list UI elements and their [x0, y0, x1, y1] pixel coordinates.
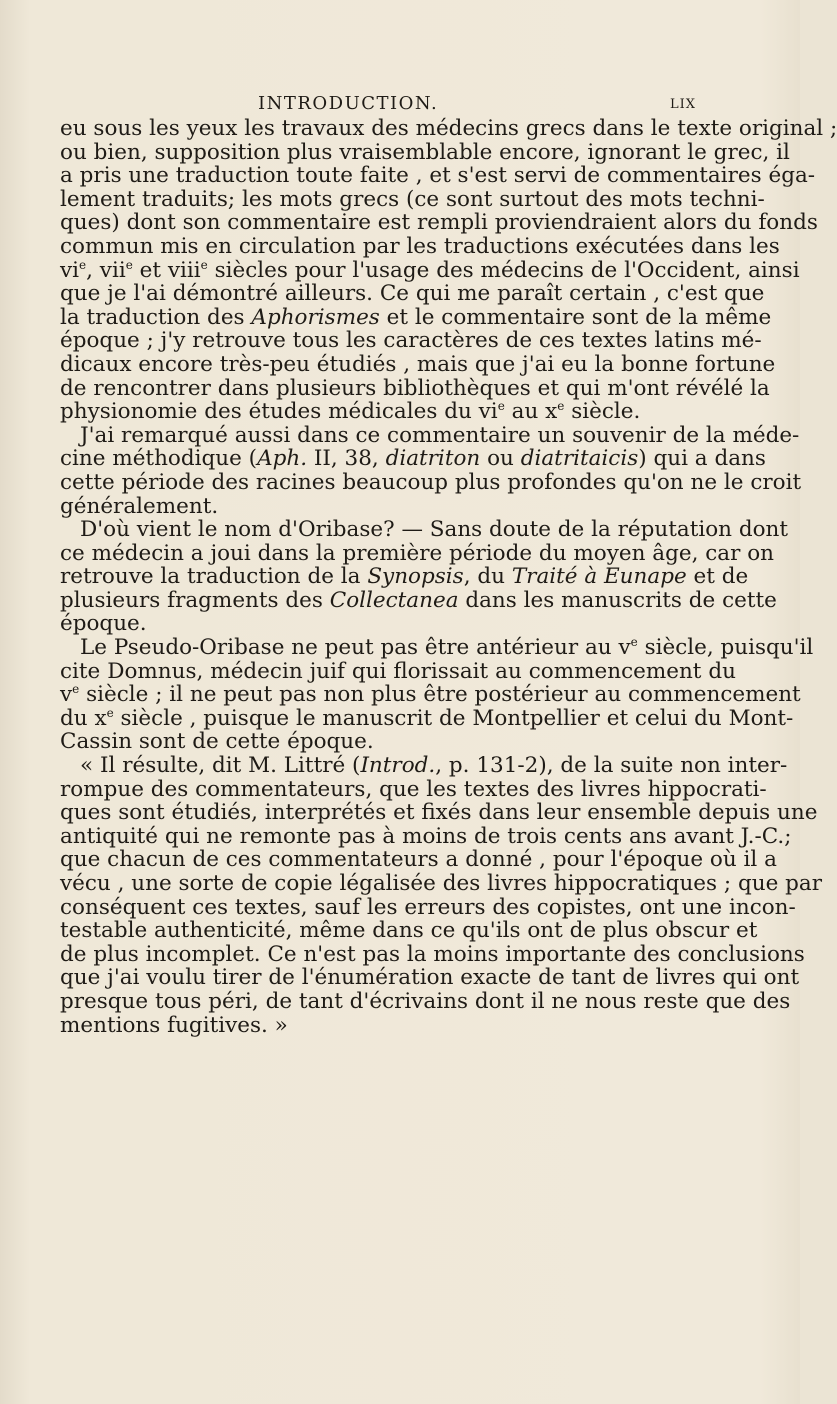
running-head [258, 93, 758, 115]
text-line: J'ai remarqué aussi dans ce commentaire un souvenir de la méde- [80, 422, 800, 448]
text-line: « Il résulte, dit M. Littré (Introd., p. 131-2), de la suite non inter- [80, 753, 788, 779]
text-line: cine méthodique (Aph. II, 38, diatriton ou diatritaicis) qui a dans [60, 446, 766, 472]
text-line: antiquité qui ne remonte pas à moins de trois cents ans avant J.-C.; [60, 823, 792, 849]
text-line: ou bien, supposition plus vraisemblable encore, ignorant le grec, il [60, 139, 790, 165]
text-line: généralement. [60, 493, 219, 519]
text-line: mentions fugitives. » [60, 1012, 288, 1038]
text-line: lement traduits; les mots grecs (ce sont surtout des mots techni- [60, 186, 765, 212]
text-line: Le Pseudo-Oribase ne peut pas être antérieur au $v^e$ siècle, puisqu'il [80, 634, 814, 661]
text-line: ce médecin a joui dans la première période du moyen âge, car on [60, 540, 774, 566]
text-line: de plus incomplet. Ce n'est pas la moins importante des conclusions [60, 941, 805, 967]
text-line: du $x^e$ siècle , puisque le manuscrit de Montpellier et celui du Mont- [60, 705, 794, 731]
text-line: que je l'ai démontré ailleurs. Ce qui me paraît certain , c'est que [60, 281, 765, 307]
text-line: vécu , une sorte de copie légalisée des livres hippocratiques ; que par [60, 871, 822, 896]
text-line: rompue des commentateurs, que les textes des livres hippocrati- [60, 776, 767, 802]
text-line: ques sont étudiés, interprétés et fixés dans leur ensemble depuis une [60, 800, 818, 826]
text-line: presque tous péri, de tant d'écrivains dont il ne nous reste que des [60, 988, 791, 1014]
page-number: LIX [670, 97, 697, 112]
text-line: a pris une traduction toute faite , et s'est servi de commentaires éga- [60, 163, 816, 189]
text-line: époque ; j'y retrouve tous les caractères de ces textes latins mé- [60, 328, 762, 354]
text-line: cette période des racines beaucoup plus profondes qu'on ne le croit [60, 469, 802, 495]
text-line: retrouve la traduction de la Synopsis, du Traité à Eunape et de [60, 564, 749, 590]
body-text [60, 116, 837, 1038]
text-line: plusieurs fragments des Collectanea dans les manuscrits de cette [60, 587, 777, 613]
text-line: cite Domnus, médecin juif qui florissait au commencement du [60, 658, 736, 684]
text-line: ques) dont son commentaire est rempli proviendraient alors du fonds [60, 210, 818, 236]
text-line: $v^e$ siècle ; il ne peut pas non plus être postérieur au commencement [60, 682, 801, 708]
text-line: époque. [60, 611, 147, 637]
text-line: D'où vient le nom d'Oribase? — Sans doute de la réputation dont [80, 517, 789, 543]
text-line: Cassin sont de cette époque. [60, 729, 374, 755]
running-title: INTRODUCTION. [258, 93, 439, 114]
text-line: testable authenticité, même dans ce qu'ils ont de plus obscur et [60, 918, 758, 944]
text-line: la traduction des Aphorismes et le commentaire sont de la même [60, 304, 772, 330]
text-line: commun mis en circulation par les traductions exécutées dans les [60, 233, 780, 259]
text-line: conséquent ces textes, sauf les erreurs des copistes, ont une incon- [60, 894, 796, 920]
text-line: que chacun de ces commentateurs a donné , pour l'époque où il a [60, 847, 777, 873]
text-line: physionomie des études médicales du $vi^e$ au $x^e$ siècle. [60, 398, 641, 425]
text-line: $vi^e$, vii$^e$ et viii$^e$ siècles pour l'usage des médecins de l'Occident, ainsi [60, 257, 800, 283]
text-line: que j'ai voulu tirer de l'énumération exacte de tant de livres qui ont [60, 965, 800, 991]
text-line: dicaux encore très-peu étudiés , mais que j'ai eu la bonne fortune [60, 351, 776, 377]
text-line: eu sous les yeux les travaux des médecins grecs dans le texte original ; [60, 116, 837, 141]
text-line: de rencontrer dans plusieurs bibliothèques et qui m'ont révélé la [60, 375, 770, 401]
